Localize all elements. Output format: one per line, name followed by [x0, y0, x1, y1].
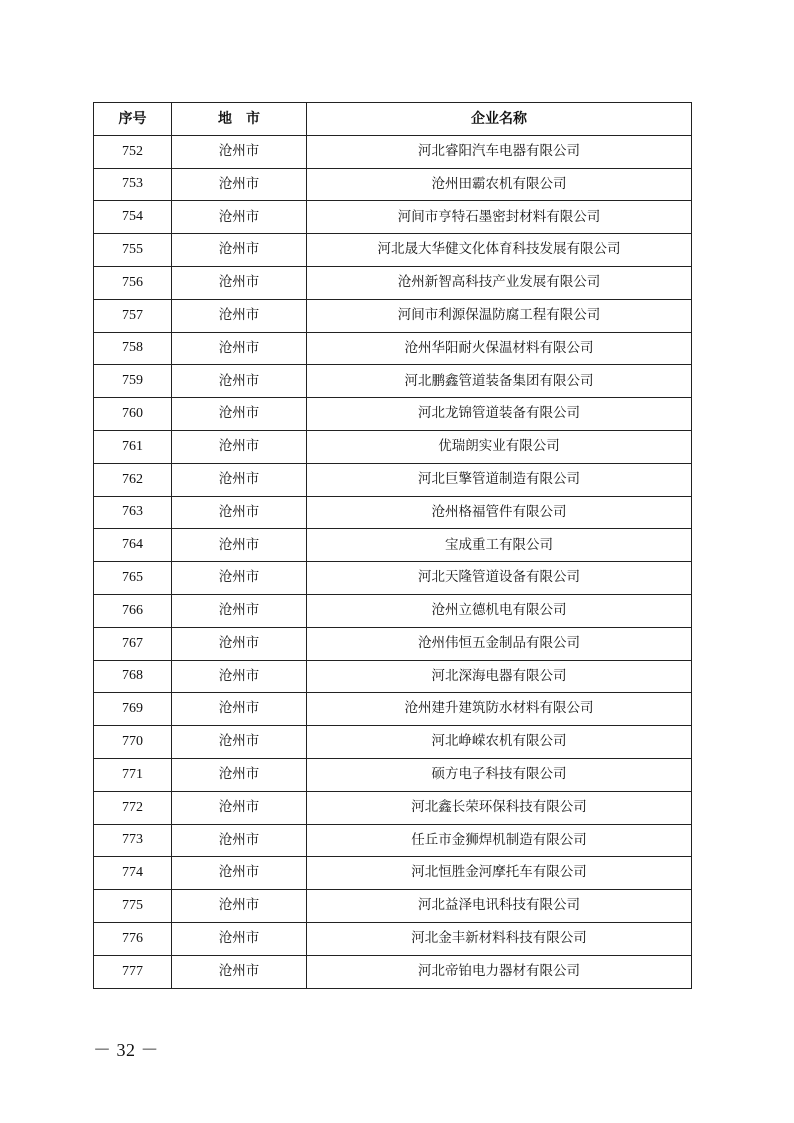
company-name-cell: 沧州新智高科技产业发展有限公司 [307, 266, 692, 299]
serial-number-cell: 767 [94, 627, 172, 660]
company-name-cell: 河北睿阳汽车电器有限公司 [307, 135, 692, 168]
company-name-cell: 河北金丰新材料科技有限公司 [307, 922, 692, 955]
serial-number-cell: 775 [94, 890, 172, 923]
table-row [94, 594, 692, 627]
table-row [94, 922, 692, 955]
company-name-cell: 河北帝铂电力器材有限公司 [307, 955, 692, 988]
city-cell: 沧州市 [172, 365, 307, 398]
company-name-cell: 河北天隆管道设备有限公司 [307, 562, 692, 595]
serial-number-cell: 759 [94, 365, 172, 398]
company-name-cell: 硕方电子科技有限公司 [307, 758, 692, 791]
city-cell: 沧州市 [172, 529, 307, 562]
city-cell: 沧州市 [172, 430, 307, 463]
table-row [94, 857, 692, 890]
table-row [94, 693, 692, 726]
company-name-cell: 河间市利源保温防腐工程有限公司 [307, 299, 692, 332]
serial-number-cell: 762 [94, 463, 172, 496]
serial-number-cell: 769 [94, 693, 172, 726]
company-name-cell: 沧州建升建筑防水材料有限公司 [307, 693, 692, 726]
serial-number-cell: 764 [94, 529, 172, 562]
table-body [94, 135, 692, 988]
table-row [94, 365, 692, 398]
city-cell: 沧州市 [172, 299, 307, 332]
table-row [94, 135, 692, 168]
city-cell: 沧州市 [172, 693, 307, 726]
company-name-cell: 河北恒胜金河摩托车有限公司 [307, 857, 692, 890]
serial-number-cell: 771 [94, 758, 172, 791]
table-row [94, 627, 692, 660]
table-row [94, 791, 692, 824]
serial-number-cell: 760 [94, 398, 172, 431]
company-name-cell: 河北晟大华健文化体育科技发展有限公司 [307, 234, 692, 267]
city-cell: 沧州市 [172, 857, 307, 890]
city-cell: 沧州市 [172, 266, 307, 299]
city-cell: 沧州市 [172, 398, 307, 431]
city-cell: 沧州市 [172, 135, 307, 168]
table-row [94, 430, 692, 463]
page-number: － 32 － [93, 1040, 159, 1060]
table-row [94, 496, 692, 529]
table-row [94, 398, 692, 431]
header-company-name: 企业名称 [307, 103, 692, 136]
table-header [94, 103, 692, 136]
serial-number-cell: 756 [94, 266, 172, 299]
serial-number-cell: 776 [94, 922, 172, 955]
serial-number-cell: 761 [94, 430, 172, 463]
table-row [94, 824, 692, 857]
serial-number-cell: 753 [94, 168, 172, 201]
table-row [94, 726, 692, 759]
company-name-cell: 任丘市金狮焊机制造有限公司 [307, 824, 692, 857]
company-name-cell: 河北龙锦管道装备有限公司 [307, 398, 692, 431]
company-name-cell: 河北益泽电讯科技有限公司 [307, 890, 692, 923]
city-cell: 沧州市 [172, 922, 307, 955]
company-name-cell: 沧州立德机电有限公司 [307, 594, 692, 627]
serial-number-cell: 766 [94, 594, 172, 627]
table-row [94, 562, 692, 595]
serial-number-cell: 763 [94, 496, 172, 529]
serial-number-cell: 752 [94, 135, 172, 168]
city-cell: 沧州市 [172, 824, 307, 857]
serial-number-cell: 754 [94, 201, 172, 234]
company-name-cell: 沧州华阳耐火保温材料有限公司 [307, 332, 692, 365]
serial-number-cell: 755 [94, 234, 172, 267]
company-name-cell: 沧州格福管件有限公司 [307, 496, 692, 529]
company-name-cell: 宝成重工有限公司 [307, 529, 692, 562]
company-name-cell: 河北鹏鑫管道装备集团有限公司 [307, 365, 692, 398]
serial-number-cell: 758 [94, 332, 172, 365]
table-row [94, 758, 692, 791]
serial-number-cell: 773 [94, 824, 172, 857]
serial-number-cell: 770 [94, 726, 172, 759]
table-row [94, 890, 692, 923]
company-name-cell: 沧州伟恒五金制品有限公司 [307, 627, 692, 660]
table-row [94, 201, 692, 234]
table-row [94, 332, 692, 365]
city-cell: 沧州市 [172, 791, 307, 824]
table-row [94, 266, 692, 299]
city-cell: 沧州市 [172, 234, 307, 267]
table-row [94, 955, 692, 988]
city-cell: 沧州市 [172, 562, 307, 595]
company-name-cell: 河北峥嵘农机有限公司 [307, 726, 692, 759]
city-cell: 沧州市 [172, 726, 307, 759]
serial-number-cell: 772 [94, 791, 172, 824]
city-cell: 沧州市 [172, 594, 307, 627]
city-cell: 沧州市 [172, 168, 307, 201]
city-cell: 沧州市 [172, 955, 307, 988]
company-name-cell: 河北巨擎管道制造有限公司 [307, 463, 692, 496]
company-name-cell: 河北深海电器有限公司 [307, 660, 692, 693]
serial-number-cell: 757 [94, 299, 172, 332]
header-row [94, 103, 692, 136]
city-cell: 沧州市 [172, 496, 307, 529]
city-cell: 沧州市 [172, 201, 307, 234]
table-row [94, 299, 692, 332]
header-serial-number: 序号 [94, 103, 172, 136]
city-cell: 沧州市 [172, 890, 307, 923]
table-row [94, 234, 692, 267]
company-name-cell: 优瑞朗实业有限公司 [307, 430, 692, 463]
city-cell: 沧州市 [172, 660, 307, 693]
company-name-cell: 河北鑫长荣环保科技有限公司 [307, 791, 692, 824]
serial-number-cell: 765 [94, 562, 172, 595]
header-city: 地 市 [172, 103, 307, 136]
city-cell: 沧州市 [172, 758, 307, 791]
serial-number-cell: 774 [94, 857, 172, 890]
city-cell: 沧州市 [172, 463, 307, 496]
enterprise-table [93, 102, 692, 989]
company-name-cell: 沧州田霸农机有限公司 [307, 168, 692, 201]
city-cell: 沧州市 [172, 332, 307, 365]
table-row [94, 463, 692, 496]
table-row [94, 168, 692, 201]
table-row [94, 660, 692, 693]
serial-number-cell: 768 [94, 660, 172, 693]
serial-number-cell: 777 [94, 955, 172, 988]
company-name-cell: 河间市亨特石墨密封材料有限公司 [307, 201, 692, 234]
city-cell: 沧州市 [172, 627, 307, 660]
table-row [94, 529, 692, 562]
